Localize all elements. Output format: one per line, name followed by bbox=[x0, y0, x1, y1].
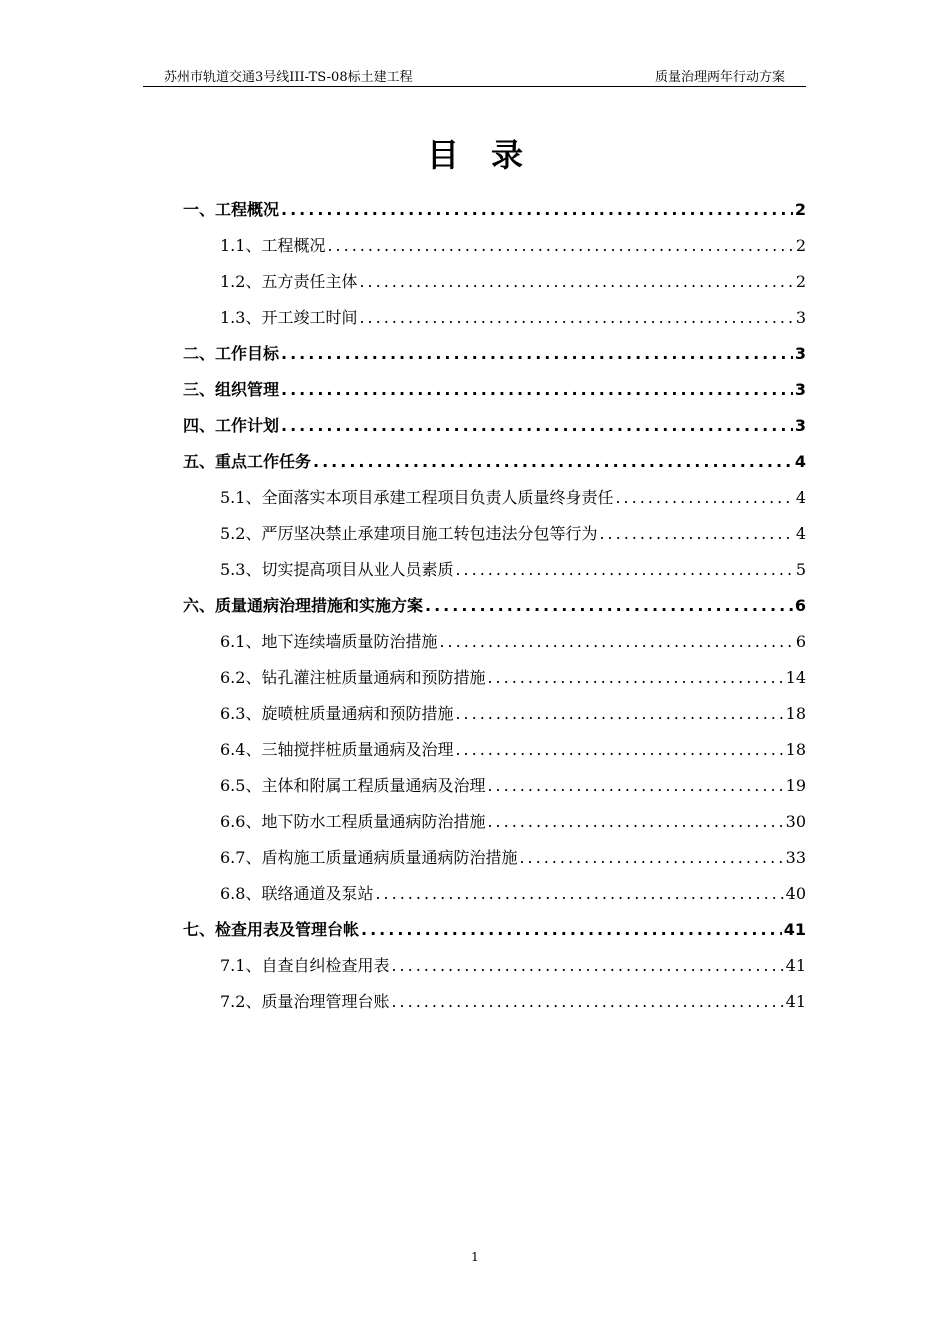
toc-dot-leader bbox=[455, 732, 783, 768]
toc-dot-leader bbox=[439, 624, 793, 660]
toc-dot-leader bbox=[281, 336, 793, 372]
page-number: 1 bbox=[471, 1250, 479, 1264]
toc-dot-leader bbox=[455, 552, 793, 588]
toc-entry-subsection[interactable] bbox=[183, 804, 806, 840]
toc-entry-label: 6.6、地下防水工程质量通病防治措施 bbox=[220, 812, 486, 831]
toc-dot-leader bbox=[281, 408, 793, 444]
toc-entry-page: 19 bbox=[785, 776, 806, 795]
header-document-title: 质量治理两年行动方案 bbox=[654, 70, 785, 85]
toc-entry-label: 5.2、严厉坚决禁止承建项目施工转包违法分包等行为 bbox=[220, 524, 598, 543]
toc-dot-leader bbox=[487, 804, 783, 840]
toc-entry-section[interactable] bbox=[183, 588, 806, 624]
toc-entry-label: 5.1、全面落实本项目承建工程项目负责人质量终身责任 bbox=[220, 488, 614, 507]
toc-entry-subsection[interactable] bbox=[183, 228, 806, 264]
toc-entry-page: 6 bbox=[794, 596, 806, 615]
toc-dot-leader bbox=[615, 480, 793, 516]
toc-dot-leader bbox=[391, 984, 783, 1020]
toc-entry-label: 七、检查用表及管理台帐 bbox=[183, 920, 360, 939]
toc-entry-label: 6.2、钻孔灌注桩质量通病和预防措施 bbox=[220, 668, 486, 687]
toc-entry-page: 30 bbox=[785, 812, 806, 831]
toc-entry-label: 1.2、五方责任主体 bbox=[220, 272, 358, 291]
toc-entry-subsection[interactable] bbox=[183, 300, 806, 336]
toc-entry-page: 33 bbox=[785, 848, 806, 867]
toc-entry-subsection[interactable] bbox=[183, 660, 806, 696]
header-project-name: 苏州市轨道交通3号线III-TS-08标土建工程 bbox=[164, 70, 413, 85]
toc-entry-label: 五、重点工作任务 bbox=[183, 452, 312, 471]
toc-entry-page: 5 bbox=[795, 560, 806, 579]
toc-entry-page: 2 bbox=[795, 236, 806, 255]
toc-dot-leader bbox=[375, 876, 783, 912]
toc-entry-page: 40 bbox=[785, 884, 806, 903]
toc-entry-label: 四、工作计划 bbox=[183, 416, 280, 435]
toc-entry-subsection[interactable] bbox=[183, 768, 806, 804]
toc-entry-page: 3 bbox=[794, 380, 806, 399]
toc-entry-subsection[interactable] bbox=[183, 948, 806, 984]
toc-entry-page: 41 bbox=[785, 956, 806, 975]
toc-entry-subsection[interactable] bbox=[183, 696, 806, 732]
toc-entry-page: 4 bbox=[795, 524, 806, 543]
toc-entry-subsection[interactable] bbox=[183, 516, 806, 552]
toc-entry-page: 2 bbox=[794, 200, 806, 219]
toc-dot-leader bbox=[359, 264, 793, 300]
toc-dot-leader bbox=[281, 372, 793, 408]
toc-entry-section[interactable] bbox=[183, 336, 806, 372]
toc-entry-page: 14 bbox=[785, 668, 806, 687]
toc-entry-page: 41 bbox=[783, 920, 806, 939]
toc-dot-leader bbox=[599, 516, 793, 552]
table-of-contents bbox=[183, 192, 806, 1020]
toc-entry-label: 7.1、自查自纠检查用表 bbox=[220, 956, 390, 975]
toc-entry-page: 6 bbox=[795, 632, 806, 651]
toc-dot-leader bbox=[281, 192, 793, 228]
toc-entry-label: 二、工作目标 bbox=[183, 344, 280, 363]
toc-entry-label: 6.1、地下连续墙质量防治措施 bbox=[220, 632, 438, 651]
toc-entry-section[interactable] bbox=[183, 912, 806, 948]
toc-entry-label: 6.4、三轴搅拌桩质量通病及治理 bbox=[220, 740, 454, 759]
toc-entry-section[interactable] bbox=[183, 372, 806, 408]
page-title: 目录 bbox=[426, 136, 555, 174]
toc-entry-subsection[interactable] bbox=[183, 480, 806, 516]
toc-entry-label: 一、工程概况 bbox=[183, 200, 280, 219]
toc-dot-leader bbox=[359, 300, 793, 336]
toc-entry-label: 三、组织管理 bbox=[183, 380, 280, 399]
toc-entry-label: 6.5、主体和附属工程质量通病及治理 bbox=[220, 776, 486, 795]
toc-entry-page: 4 bbox=[794, 452, 806, 471]
toc-entry-label: 6.8、联络通道及泵站 bbox=[220, 884, 374, 903]
toc-entry-subsection[interactable] bbox=[183, 552, 806, 588]
toc-entry-section[interactable] bbox=[183, 444, 806, 480]
toc-entry-section[interactable] bbox=[183, 192, 806, 228]
toc-dot-leader bbox=[487, 660, 783, 696]
toc-dot-leader bbox=[327, 228, 793, 264]
toc-dot-leader bbox=[391, 948, 783, 984]
toc-entry-page: 18 bbox=[785, 740, 806, 759]
toc-entry-page: 41 bbox=[785, 992, 806, 1011]
toc-entry-page: 4 bbox=[795, 488, 806, 507]
toc-entry-subsection[interactable] bbox=[183, 624, 806, 660]
toc-dot-leader bbox=[313, 444, 793, 480]
toc-entry-label: 六、质量通病治理措施和实施方案 bbox=[183, 596, 424, 615]
toc-entry-subsection[interactable] bbox=[183, 984, 806, 1020]
toc-entry-section[interactable] bbox=[183, 408, 806, 444]
toc-entry-label: 1.1、工程概况 bbox=[220, 236, 326, 255]
toc-dot-leader bbox=[425, 588, 793, 624]
toc-entry-label: 1.3、开工竣工时间 bbox=[220, 308, 358, 327]
toc-dot-leader bbox=[519, 840, 783, 876]
toc-entry-subsection[interactable] bbox=[183, 840, 806, 876]
toc-entry-label: 6.7、盾构施工质量通病质量通病防治措施 bbox=[220, 848, 518, 867]
toc-entry-page: 3 bbox=[794, 344, 806, 363]
page-header bbox=[143, 66, 806, 87]
toc-entry-page: 3 bbox=[794, 416, 806, 435]
toc-entry-label: 7.2、质量治理管理台账 bbox=[220, 992, 390, 1011]
toc-entry-label: 5.3、切实提高项目从业人员素质 bbox=[220, 560, 454, 579]
toc-entry-page: 3 bbox=[795, 308, 806, 327]
toc-dot-leader bbox=[455, 696, 783, 732]
toc-dot-leader bbox=[487, 768, 783, 804]
toc-entry-page: 2 bbox=[795, 272, 806, 291]
toc-entry-subsection[interactable] bbox=[183, 264, 806, 300]
toc-dot-leader bbox=[361, 912, 782, 948]
toc-entry-subsection[interactable] bbox=[183, 732, 806, 768]
toc-entry-page: 18 bbox=[785, 704, 806, 723]
toc-entry-subsection[interactable] bbox=[183, 876, 806, 912]
toc-entry-label: 6.3、旋喷桩质量通病和预防措施 bbox=[220, 704, 454, 723]
